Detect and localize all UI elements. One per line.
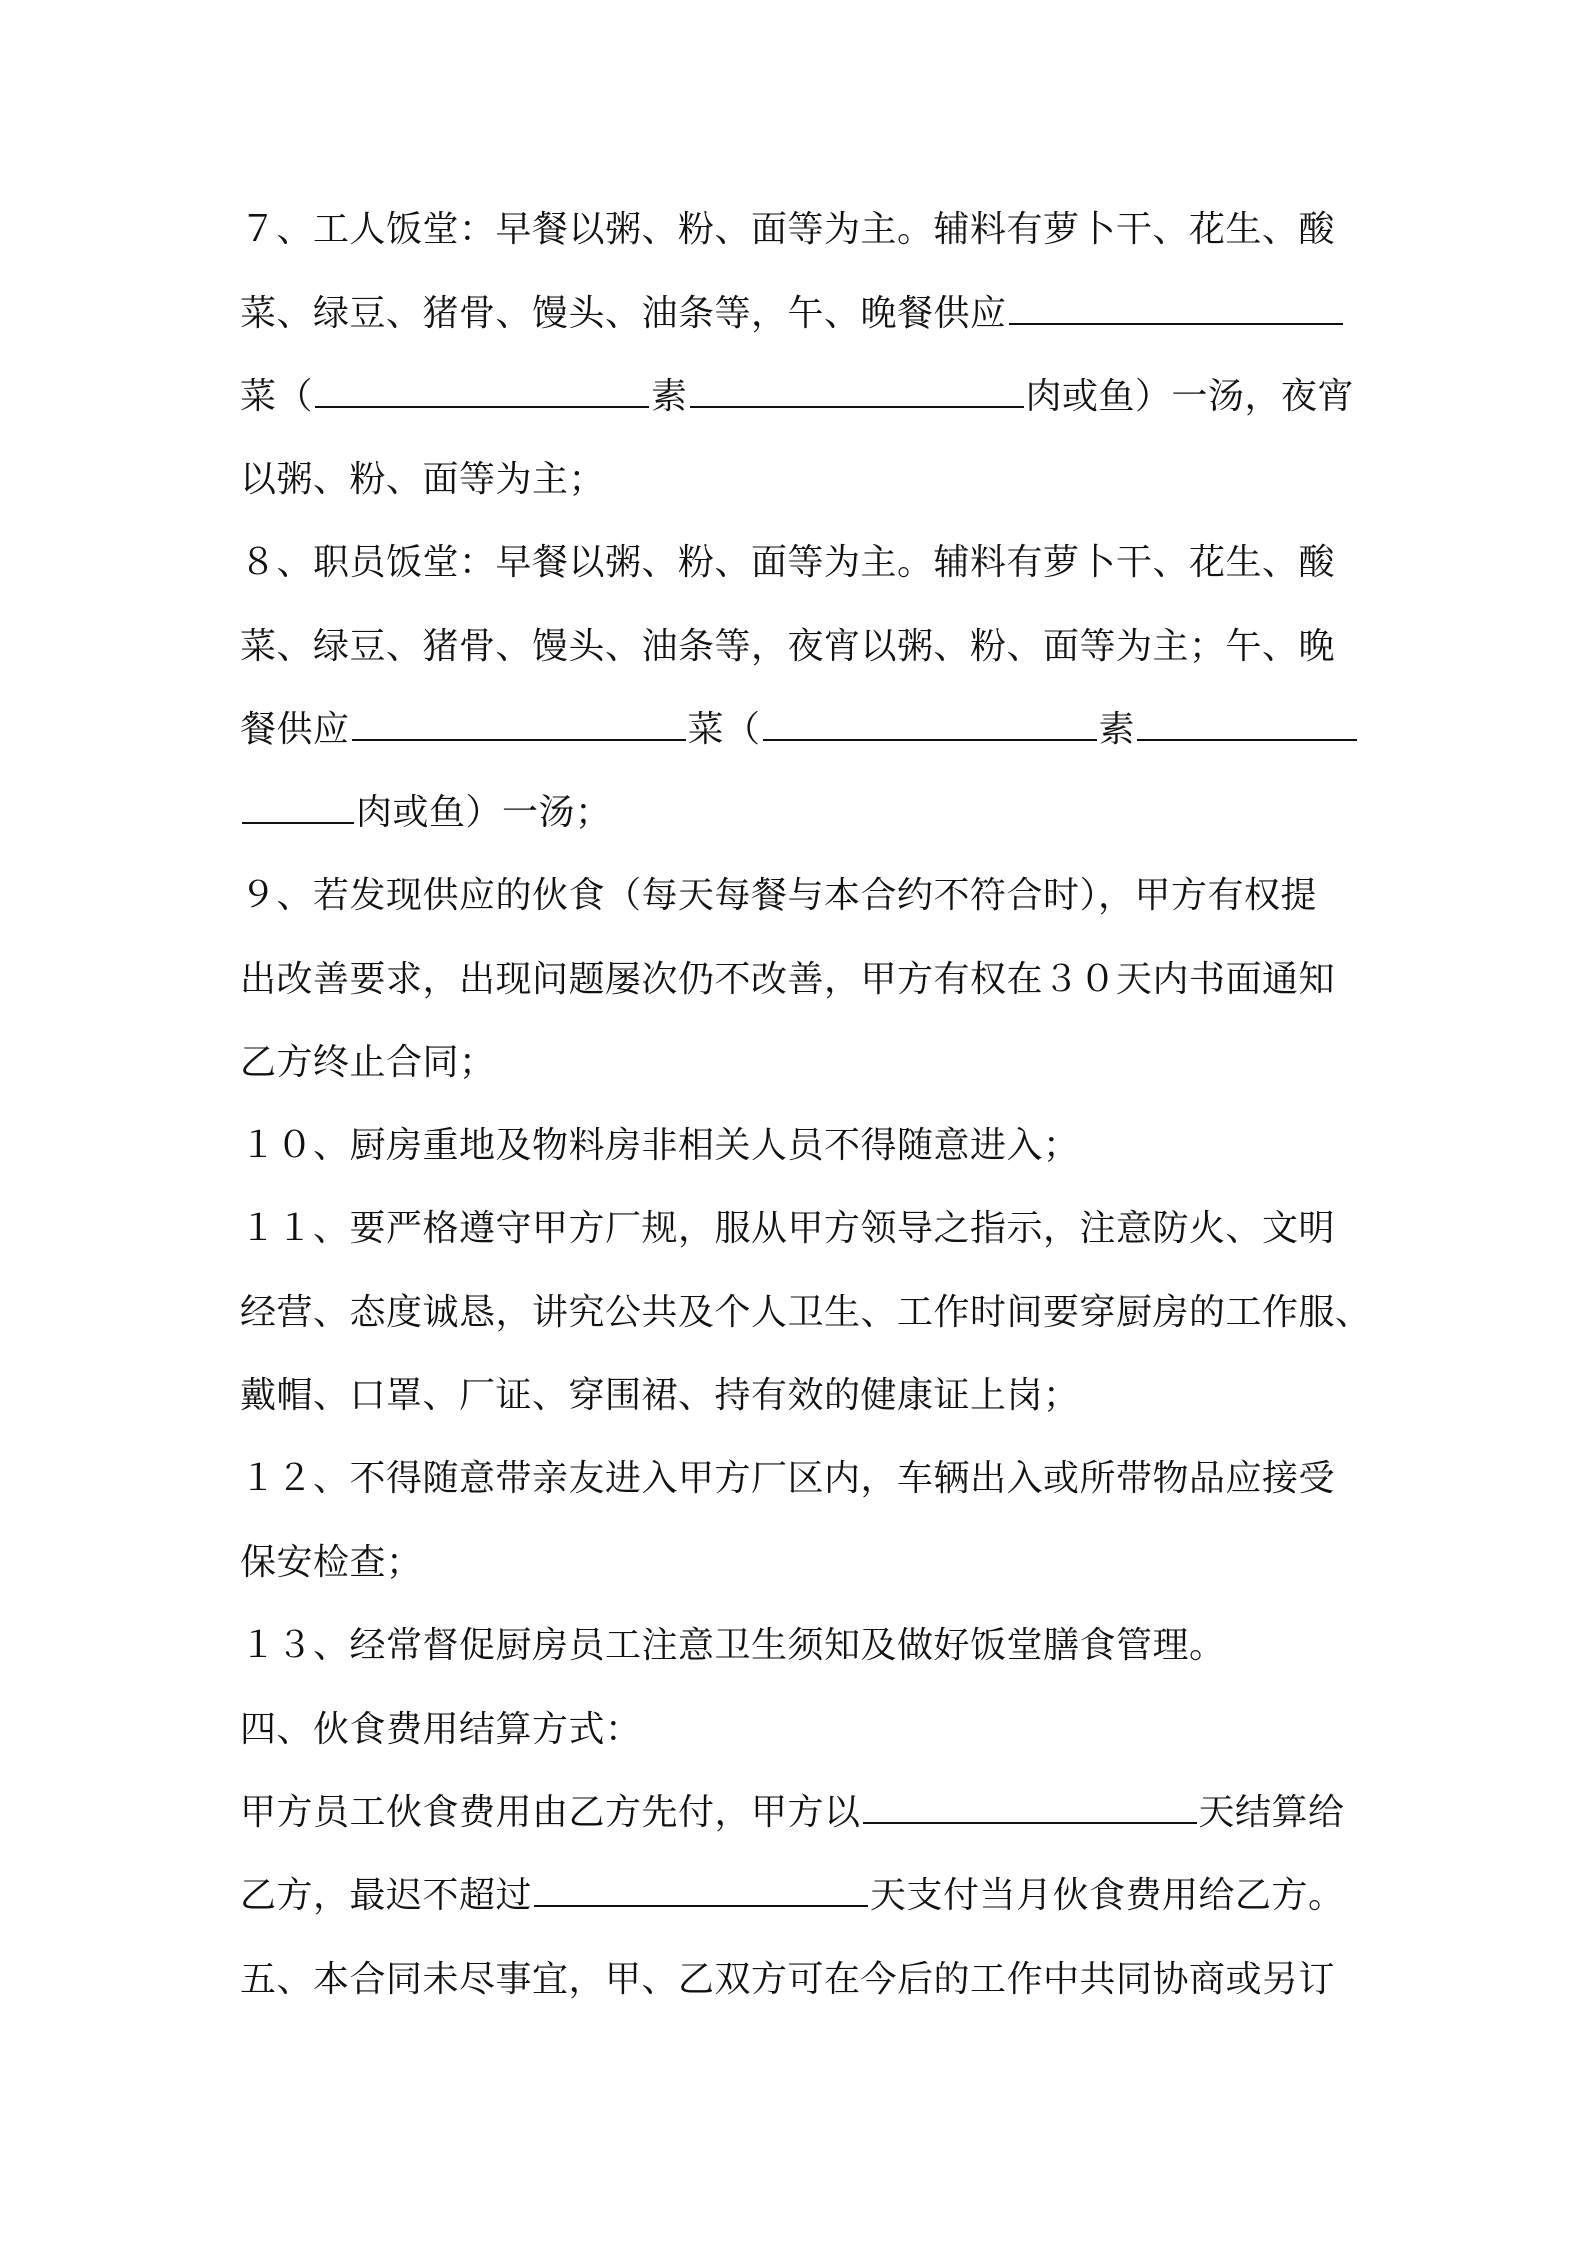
clause-8-text-4: 肉或鱼）一汤； [356, 792, 612, 833]
clause-8-text-1: ８、职员饭堂：早餐以粥、粉、面等为主。辅料有萝卜干、花生、酸 [240, 542, 1336, 583]
clause-8-line-2 [240, 617, 1360, 677]
clause-11-text-2: 经营、态度诚恳，讲究公共及个人卫生、工作时间要穿厨房的工作服、 [240, 1292, 1372, 1333]
section-5-line-1 [240, 1950, 1360, 2010]
clause-7-line-1 [240, 200, 1360, 260]
clause-7-line-3 [240, 367, 1360, 427]
fill-blank-staff-meat-count-end[interactable] [242, 786, 354, 824]
clause-11-line-1 [240, 1199, 1360, 1259]
fill-blank-payment-deadline-days[interactable] [534, 1869, 868, 1907]
section-4-text-2b: 天支付当月伙食费用给乙方。 [870, 1875, 1345, 1916]
clause-12-line-1 [240, 1449, 1360, 1509]
clause-11-line-2 [240, 1283, 1372, 1343]
clause-8-line-3 [240, 700, 1360, 760]
clause-11-text-3: 戴帽、口罩、厂证、穿围裙、持有效的健康证上岗； [240, 1375, 1080, 1416]
clause-13-text-1: １３、经常督促厨房员工注意卫生须知及做好饭堂膳食管理。 [240, 1625, 1226, 1666]
clause-9-text-1: ９、若发现供应的伙食（每天每餐与本合约不符合时），甲方有权提 [240, 875, 1318, 916]
clause-9-line-1 [240, 866, 1360, 926]
fill-blank-meat-count[interactable] [690, 370, 1024, 408]
clause-7-text-3a: 菜（ [240, 376, 314, 417]
clause-12-text-2: 保安检查； [240, 1542, 423, 1583]
clause-8-text-2: 菜、绿豆、猪骨、馒头、油条等，夜宵以粥、粉、面等为主；午、晚 [240, 626, 1336, 667]
clause-10-text-1: １０、厨房重地及物料房非相关人员不得随意进入； [240, 1125, 1080, 1166]
clause-8-text-3a: 餐供应 [240, 709, 350, 750]
clause-12-line-2 [240, 1533, 1360, 1593]
clause-11-text-1: １１、要严格遵守甲方厂规，服从甲方领导之指示，注意防火、文明 [240, 1208, 1336, 1249]
clause-10-line-1 [240, 1116, 1360, 1176]
clause-7-line-2 [240, 284, 1360, 344]
section-4-line-1 [240, 1783, 1360, 1843]
section-4-text-1a: 甲方员工伙食费用由乙方先付，甲方以 [240, 1792, 861, 1833]
fill-blank-staff-meat-count-start[interactable] [1137, 703, 1357, 741]
fill-blank-settlement-days[interactable] [863, 1786, 1197, 1824]
fill-blank-veg-count[interactable] [315, 370, 649, 408]
fill-blank-staff-dishes[interactable] [352, 703, 686, 741]
section-4-heading [240, 1700, 1360, 1760]
section-4-line-2 [240, 1866, 1360, 1926]
clause-9-text-3: 乙方终止合同； [240, 1042, 496, 1083]
clause-11-line-3 [240, 1366, 1360, 1426]
clause-8-text-3b: 菜（ [687, 709, 761, 750]
clause-7-text-3b: 素 [651, 376, 688, 417]
clause-7-text-2: 菜、绿豆、猪骨、馒头、油条等，午、晚餐供应 [240, 293, 1007, 334]
clause-8-line-4 [240, 783, 1360, 843]
fill-blank-lunch-dinner-dishes[interactable] [1009, 287, 1343, 325]
clause-12-text-1: １２、不得随意带亲友进入甲方厂区内，车辆出入或所带物品应接受 [240, 1458, 1336, 1499]
fill-blank-staff-veg-count[interactable] [763, 703, 1097, 741]
clause-9-line-3 [240, 1033, 1360, 1093]
section-5-text-1: 五、本合同未尽事宜，甲、乙双方可在今后的工作中共同协商或另订 [240, 1959, 1336, 2000]
clause-13-line-1 [240, 1616, 1360, 1676]
section-4-heading-text: 四、伙食费用结算方式： [240, 1709, 642, 1750]
clause-9-text-2: 出改善要求，出现问题屡次仍不改善，甲方有权在３０天内书面通知 [240, 959, 1336, 1000]
clause-9-line-2 [240, 950, 1360, 1010]
section-4-text-1b: 天结算给 [1198, 1792, 1345, 1833]
clause-7-text-3c: 肉或鱼）一汤，夜宵 [1025, 376, 1355, 417]
clause-7-text-1: ７、工人饭堂：早餐以粥、粉、面等为主。辅料有萝卜干、花生、酸 [240, 209, 1336, 250]
clause-7-line-4 [240, 450, 1360, 510]
section-4-text-2a: 乙方，最迟不超过 [240, 1875, 533, 1916]
clause-7-text-4: 以粥、粉、面等为主； [240, 459, 606, 500]
clause-8-line-1 [240, 533, 1360, 593]
clause-8-text-3c: 素 [1098, 709, 1136, 750]
